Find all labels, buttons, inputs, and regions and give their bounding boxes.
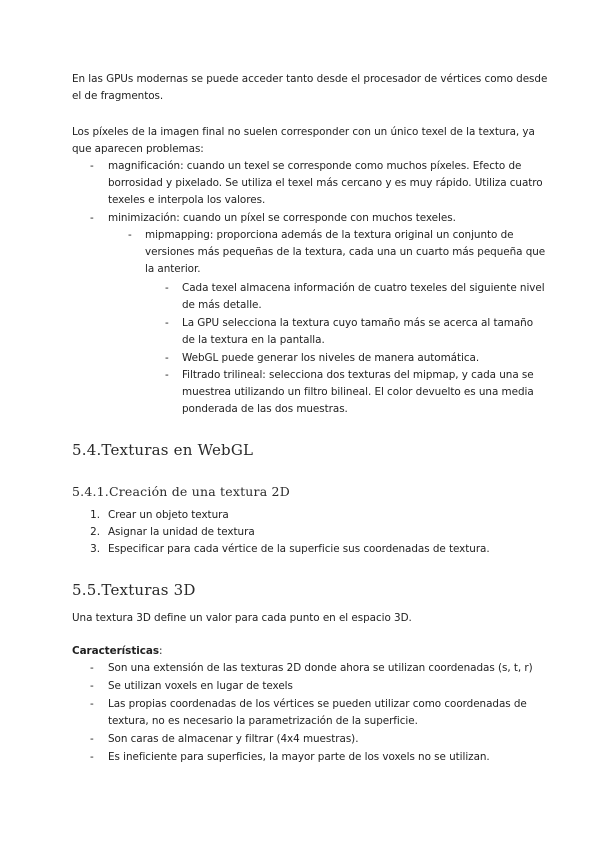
step-number: 2. (90, 526, 100, 538)
bullet-dash: - (90, 662, 94, 674)
bullet-dash: - (165, 352, 169, 364)
bullet-mip-b-line-2: de la textura en la pantalla. (182, 334, 325, 346)
characteristics-label-bold: Características (72, 645, 159, 657)
section-heading-5-5: 5.5.Texturas 3D (72, 581, 196, 599)
bullet-mag-line-2: borrosidad y pixelado. Se utiliza el texel más cercano y es muy rápido. Utiliza cuatro (108, 177, 543, 189)
characteristic-item: Son caras de almacenar y filtrar (4x4 muestras). (108, 733, 359, 745)
section-heading-5-4: 5.4.Texturas en WebGL (72, 441, 254, 459)
bullet-dash: - (128, 229, 132, 241)
step-number: 3. (90, 543, 100, 555)
characteristic-item: Las propias coordenadas de los vértices se pueden utilizar como coordenadas de (108, 698, 527, 710)
bullet-mip-b-line-1: La GPU selecciona la textura cuyo tamaño más se acerca al tamaño (182, 317, 534, 329)
characteristics-label (72, 643, 162, 660)
step-text: Crear un objeto textura (108, 509, 229, 521)
bullet-dash: - (90, 751, 94, 763)
characteristic-item: Se utilizan voxels en lugar de texels (108, 680, 293, 692)
bullet-mip-line-3: la anterior. (145, 263, 201, 275)
bullet-mip-line-1: mipmapping: proporciona además de la textura original un conjunto de (145, 229, 514, 241)
bullet-dash: - (165, 282, 169, 294)
bullet-dash: - (90, 733, 94, 745)
bullet-dash: - (165, 369, 169, 381)
section-5-5-intro: Una textura 3D define un valor para cada punto en el espacio 3D. (72, 612, 412, 624)
characteristic-item-cont: textura, no es necesario la parametrización de la superficie. (108, 715, 418, 727)
step-text: Especificar para cada vértice de la superficie sus coordenadas de textura. (108, 543, 490, 555)
intro-line-1: En las GPUs modernas se puede acceder tanto desde el procesador de vértices como desde (72, 73, 548, 85)
bullet-dash: - (90, 160, 94, 172)
bullet-mip-a-line-1: Cada texel almacena información de cuatro texeles del siguiente nivel (182, 282, 545, 294)
section-heading-5-4-1: 5.4.1.Creación de una textura 2D (72, 484, 290, 499)
bullet-mag-line-1: magnificación: cuando un texel se corresponde como muchos píxeles. Efecto de (108, 160, 522, 172)
bullet-mip-d-line-1: Filtrado trilineal: selecciona dos texturas del mipmap, y cada una se (182, 369, 534, 381)
bullet-mip-d-line-3: ponderada de las dos muestras. (182, 403, 348, 415)
bullet-mip-line-2: versiones más pequeñas de la textura, cada una un cuarto más pequeña que (145, 246, 546, 258)
bullet-mip-d-line-2: muestrea utilizando un filtro bilineal. El color devuelto es una media (182, 386, 534, 398)
bullet-mag-line-3: texeles e interpola los valores. (108, 194, 266, 206)
bullet-min: minimización: cuando un píxel se corresponde con muchos texeles. (108, 212, 456, 224)
bullet-dash: - (90, 698, 94, 710)
bullet-dash: - (90, 212, 94, 224)
step-number: 1. (90, 509, 100, 521)
step-text: Asignar la unidad de textura (108, 526, 255, 538)
pixels-line-1: Los píxeles de la imagen final no suelen corresponder con un único texel de la textura, ya (72, 126, 535, 138)
bullet-dash: - (90, 680, 94, 692)
characteristic-item: Es ineficiente para superficies, la mayor parte de los voxels no se utilizan. (108, 751, 490, 763)
bullet-dash: - (165, 317, 169, 329)
intro-line-2: el de fragmentos. (72, 90, 164, 102)
bullet-mip-a-line-2: de más detalle. (182, 299, 262, 311)
characteristic-item: Son una extensión de las texturas 2D donde ahora se utilizan coordenadas (s, t, r) (108, 662, 533, 674)
characteristics-colon: : (158, 645, 163, 657)
bullet-mip-c: WebGL puede generar los niveles de manera automática. (182, 352, 480, 364)
pixels-line-2: que aparecen problemas: (72, 143, 204, 155)
